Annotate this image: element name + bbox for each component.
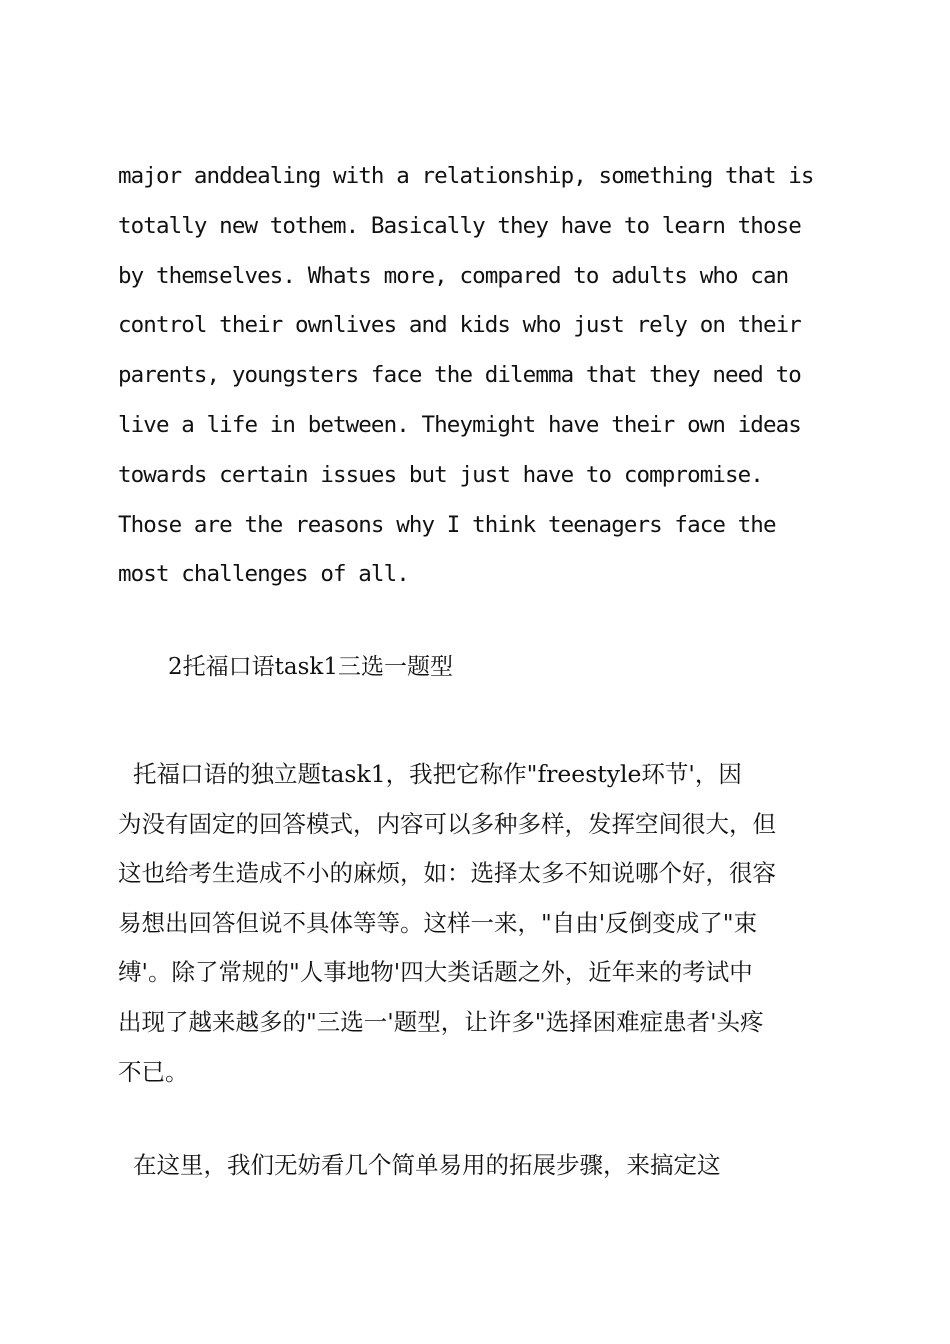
english-paragraph [118,152,838,600]
paragraph-line: 缚'。除了常规的"人事地物'四大类话题之外，近年来的考试中 [118,958,753,987]
paragraph-line: 出现了越来越多的"三选一'题型，让许多"选择困难症患者'头疼 [118,1007,764,1036]
paragraph-line: parents, youngsters face the dilemma that they need to [118,362,801,389]
paragraph-line: live a life in between. Theymight have their own ideas [118,411,801,438]
section-heading: 2托福口语task1三选一题型 [168,654,453,680]
paragraph-line: 不已。 [118,1057,189,1086]
paragraph-line: control their ownlives and kids who just rely on their [118,312,801,339]
paragraph-line: towards certain issues but just have to compromise. [118,461,763,488]
paragraph-line: 为没有固定的回答模式，内容可以多种多样，发挥空间很大，但 [118,809,776,838]
chinese-paragraph-2: 在这里，我们无妨看几个简单易用的拓展步骤，来搞定这 [118,1151,721,1179]
chinese-paragraph [118,750,848,1097]
paragraph-line: 这也给考生造成不小的麻烦，如：选择太多不知说哪个好，很容 [118,859,776,888]
paragraph-line: 易想出回答但说不具体等等。这样一来，"自由'反倒变成了"束 [118,908,758,937]
paragraph-line: Those are the reasons why I think teenagers face the [118,511,776,538]
paragraph-line: 托福口语的独立题task1，我把它称作"freestyle环节'，因 [118,760,742,788]
paragraph-line: most challenges of all. [118,561,409,588]
paragraph-line: major anddealing with a relationship, something that is [118,163,814,189]
paragraph-line: by themselves. Whats more, compared to adults who can [118,262,789,289]
paragraph-line: totally new tothem. Basically they have to learn those [118,212,801,239]
